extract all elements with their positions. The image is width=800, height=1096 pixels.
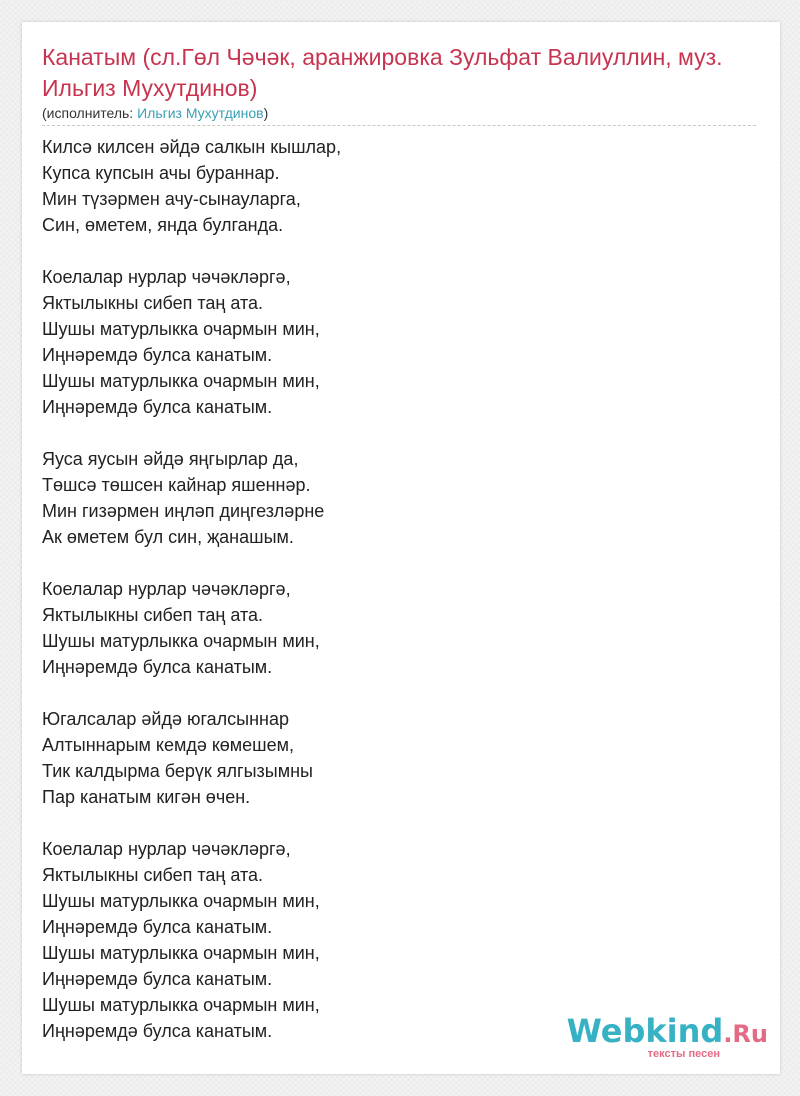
lyric-line: Пар канатым кигән өчен.: [42, 787, 251, 807]
logo-name: Webkind: [566, 1012, 724, 1050]
lyrics-body: [42, 134, 742, 1070]
lyric-line: Яктылыкны сибеп таң ата.: [42, 293, 264, 313]
song-title: Канатым (сл.Гөл Чәчәк, аранжировка Зульфат Валиуллин, муз. Ильгиз Мухутдинов): [42, 44, 723, 101]
logo-tld: .Ru: [723, 1020, 768, 1048]
lyric-line: Яктылыкны сибеп таң ата.: [42, 605, 264, 625]
performer-line: [42, 104, 268, 122]
lyric-line: Шушы матурлыкка очармын мин,: [42, 319, 320, 339]
lyric-line: Иңнәремдә булса канатым.: [42, 969, 273, 989]
lyric-line: Килсә килсен әйдә салкын кышлар,: [42, 137, 342, 157]
lyrics-card: [22, 22, 780, 1074]
lyric-line: Купса купсын ачы бураннар.: [42, 163, 280, 183]
lyric-line: Шушы матурлыкка очармын мин,: [42, 631, 320, 651]
logo-wordmark: [567, 1012, 768, 1053]
site-logo[interactable]: [568, 1012, 768, 1062]
lyric-line: Шушы матурлыкка очармын мин,: [42, 891, 320, 911]
lyric-line: Алтыннарым кемдә көмешем,: [42, 735, 294, 755]
lyric-line: Тик калдырма берүк ялгызымны: [42, 761, 313, 781]
lyric-line: Коелалар нурлар чәчәкләргә,: [42, 839, 291, 859]
lyric-line: Яктылыкны сибеп таң ата.: [42, 865, 264, 885]
divider: [42, 125, 756, 126]
lyrics-stanza: [42, 446, 742, 550]
lyric-line: Иңнәремдә булса канатым.: [42, 917, 273, 937]
performer-prefix: (исполнитель:: [42, 105, 138, 121]
lyric-line: Коелалар нурлар чәчәкләргә,: [42, 579, 291, 599]
lyric-line: Шушы матурлыкка очармын мин,: [42, 943, 320, 963]
lyric-line: Иңнәремдә булса канатым.: [42, 1021, 273, 1041]
lyric-line: Шушы матурлыкка очармын мин,: [42, 371, 320, 391]
lyric-line: Иңнәремдә булса канатым.: [42, 657, 273, 677]
performer-link[interactable]: Ильгиз Мухутдинов: [137, 105, 264, 121]
lyric-line: Мин түзәрмен ачу-сынауларга,: [42, 189, 301, 209]
lyric-line: Яуса яусын әйдә яңгырлар да,: [42, 449, 299, 469]
lyrics-stanza: [42, 706, 742, 810]
lyric-line: Син, өметем, янда булганда.: [42, 215, 284, 235]
performer-suffix: ): [263, 105, 269, 121]
lyrics-stanza: [42, 576, 742, 680]
lyric-line: Мин гизәрмен иңләп диңгезләрне: [42, 501, 325, 521]
lyric-line: Коелалар нурлар чәчәкләргә,: [42, 267, 291, 287]
lyric-line: Иңнәремдә булса канатым.: [42, 397, 273, 417]
lyric-line: Ак өметем бул син, җанашым.: [42, 527, 294, 547]
lyric-line: Шушы матурлыкка очармын мин,: [42, 995, 320, 1015]
lyric-line: Иңнәремдә булса канатым.: [42, 345, 273, 365]
logo-tagline: тексты песен: [647, 1048, 720, 1060]
lyrics-stanza: [42, 264, 742, 420]
lyric-line: Төшсә төшсен кайнар яшеннәр.: [42, 475, 311, 495]
lyric-line: Югалсалар әйдә югалсыннар: [42, 709, 290, 729]
lyrics-stanza: [42, 134, 742, 238]
